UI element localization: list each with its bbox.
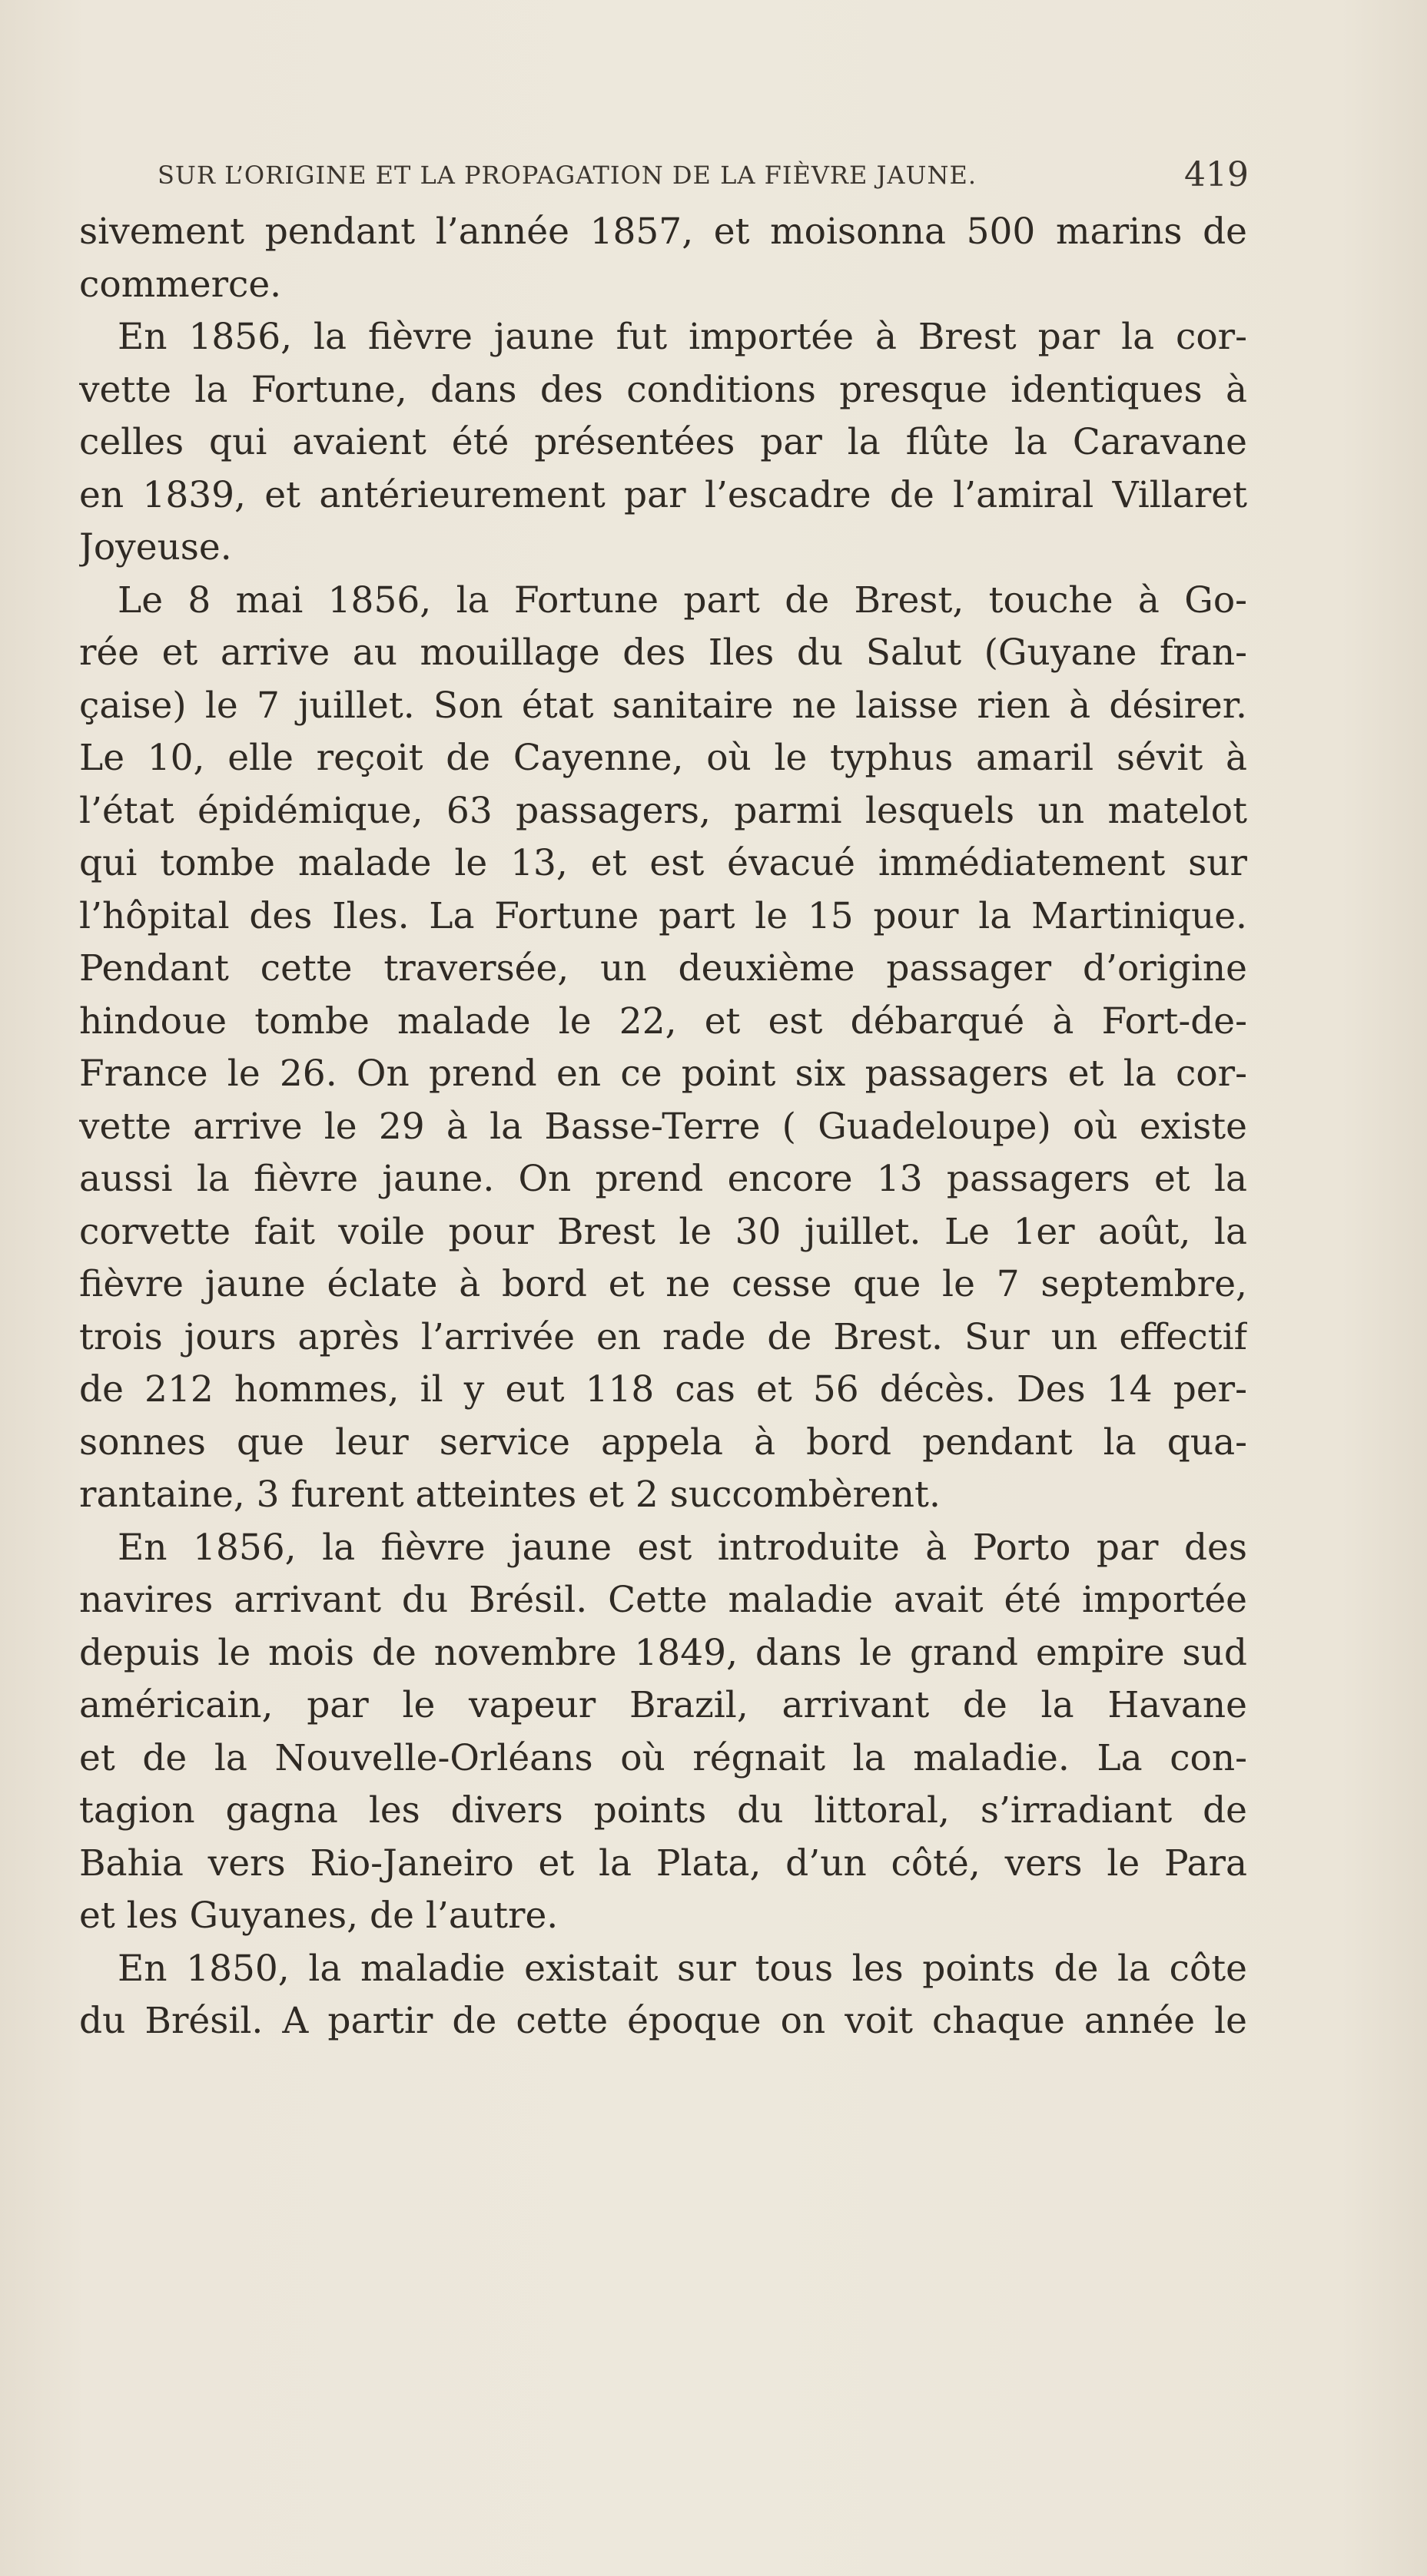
text-line: aussi la fièvre jaune. On prend encore 13 passagers et la [79, 1158, 1247, 1200]
text-line: rée et arrive au mouillage des Iles du Salut (Guyane fran- [79, 632, 1247, 674]
text-line: navires arrivant du Brésil. Cette maladie avait été importée [79, 1579, 1247, 1621]
text-line: en 1839, et antérieurement par l’escadre de l’amiral Villaret [79, 473, 1247, 516]
text-line: de 212 hommes, il y eut 118 cas et 56 décès. Des 14 per- [79, 1368, 1247, 1411]
text-line: çaise) le 7 juillet. Son état sanitaire ne laisse rien à désirer. [79, 684, 1247, 727]
text-line: Bahia vers Rio-Janeiro et la Plata, d’un côté, vers le Para [79, 1842, 1247, 1885]
text-line: trois jours après l’arrivée en rade de Brest. Sur un effectif [79, 1315, 1247, 1358]
text-line: En 1856, la fièvre jaune fut importée à Brest par la cor- [118, 316, 1247, 358]
running-header [158, 152, 1249, 198]
text-line: commerce. [79, 263, 282, 306]
text-line: sivement pendant l’année 1857, et moisonna 500 marins de [79, 211, 1247, 253]
text-line: vette la Fortune, dans des conditions presque identiques à [79, 368, 1247, 411]
text-line: du Brésil. A partir de cette époque on voit chaque année le [79, 2000, 1247, 2042]
page-number: 419 [1184, 155, 1249, 194]
text-line: qui tombe malade le 13, et est évacué immédiatement sur [79, 842, 1247, 884]
text-line: et les Guyanes, de l’autre. [79, 1895, 559, 1937]
body-text [79, 206, 1247, 2048]
text-line: Joyeuse. [79, 526, 232, 569]
text-line: France le 26. On prend en ce point six passagers et la cor- [79, 1053, 1247, 1095]
text-line: américain, par le vapeur Brazil, arrivant de la Havane [79, 1684, 1247, 1726]
text-line: fièvre jaune éclate à bord et ne cesse que le 7 septembre, [79, 1263, 1247, 1305]
text-line: Pendant cette traversée, un deuxième passager d’origine [79, 947, 1247, 990]
running-title: SUR L’ORIGINE ET LA PROPAGATION DE LA FIÈVRE JAUNE. [158, 161, 977, 190]
text-line: Le 8 mai 1856, la Fortune part de Brest, touche à Go- [118, 579, 1247, 622]
text-line: rantaine, 3 furent atteintes et 2 succombèrent. [79, 1474, 941, 1516]
text-line: Le 10, elle reçoit de Cayenne, où le typhus amaril sévit à [79, 737, 1247, 779]
text-line: et de la Nouvelle-Orléans où régnait la maladie. La con- [79, 1736, 1247, 1779]
text-line: En 1850, la maladie existait sur tous les points de la côte [118, 1947, 1247, 1990]
text-line: corvette fait voile pour Brest le 30 juillet. Le 1er août, la [79, 1210, 1247, 1253]
text-line: l’état épidémique, 63 passagers, parmi lesquels un matelot [79, 789, 1247, 832]
text-line: tagion gagna les divers points du littoral, s’irradiant de [79, 1789, 1247, 1832]
text-line: l’hôpital des Iles. La Fortune part le 15 pour la Martinique. [79, 894, 1247, 937]
text-line: depuis le mois de novembre 1849, dans le grand empire sud [79, 1631, 1247, 1674]
text-line: hindoue tombe malade le 22, et est débarqué à Fort-de- [79, 1000, 1247, 1043]
text-line: vette arrive le 29 à la Basse-Terre ( Guadeloupe) où existe [79, 1105, 1247, 1148]
text-line: celles qui avaient été présentées par la flûte la Caravane [79, 421, 1247, 463]
text-line: En 1856, la fièvre jaune est introduite à Porto par des [118, 1526, 1247, 1569]
text-line: sonnes que leur service appela à bord pendant la qua- [79, 1421, 1247, 1464]
